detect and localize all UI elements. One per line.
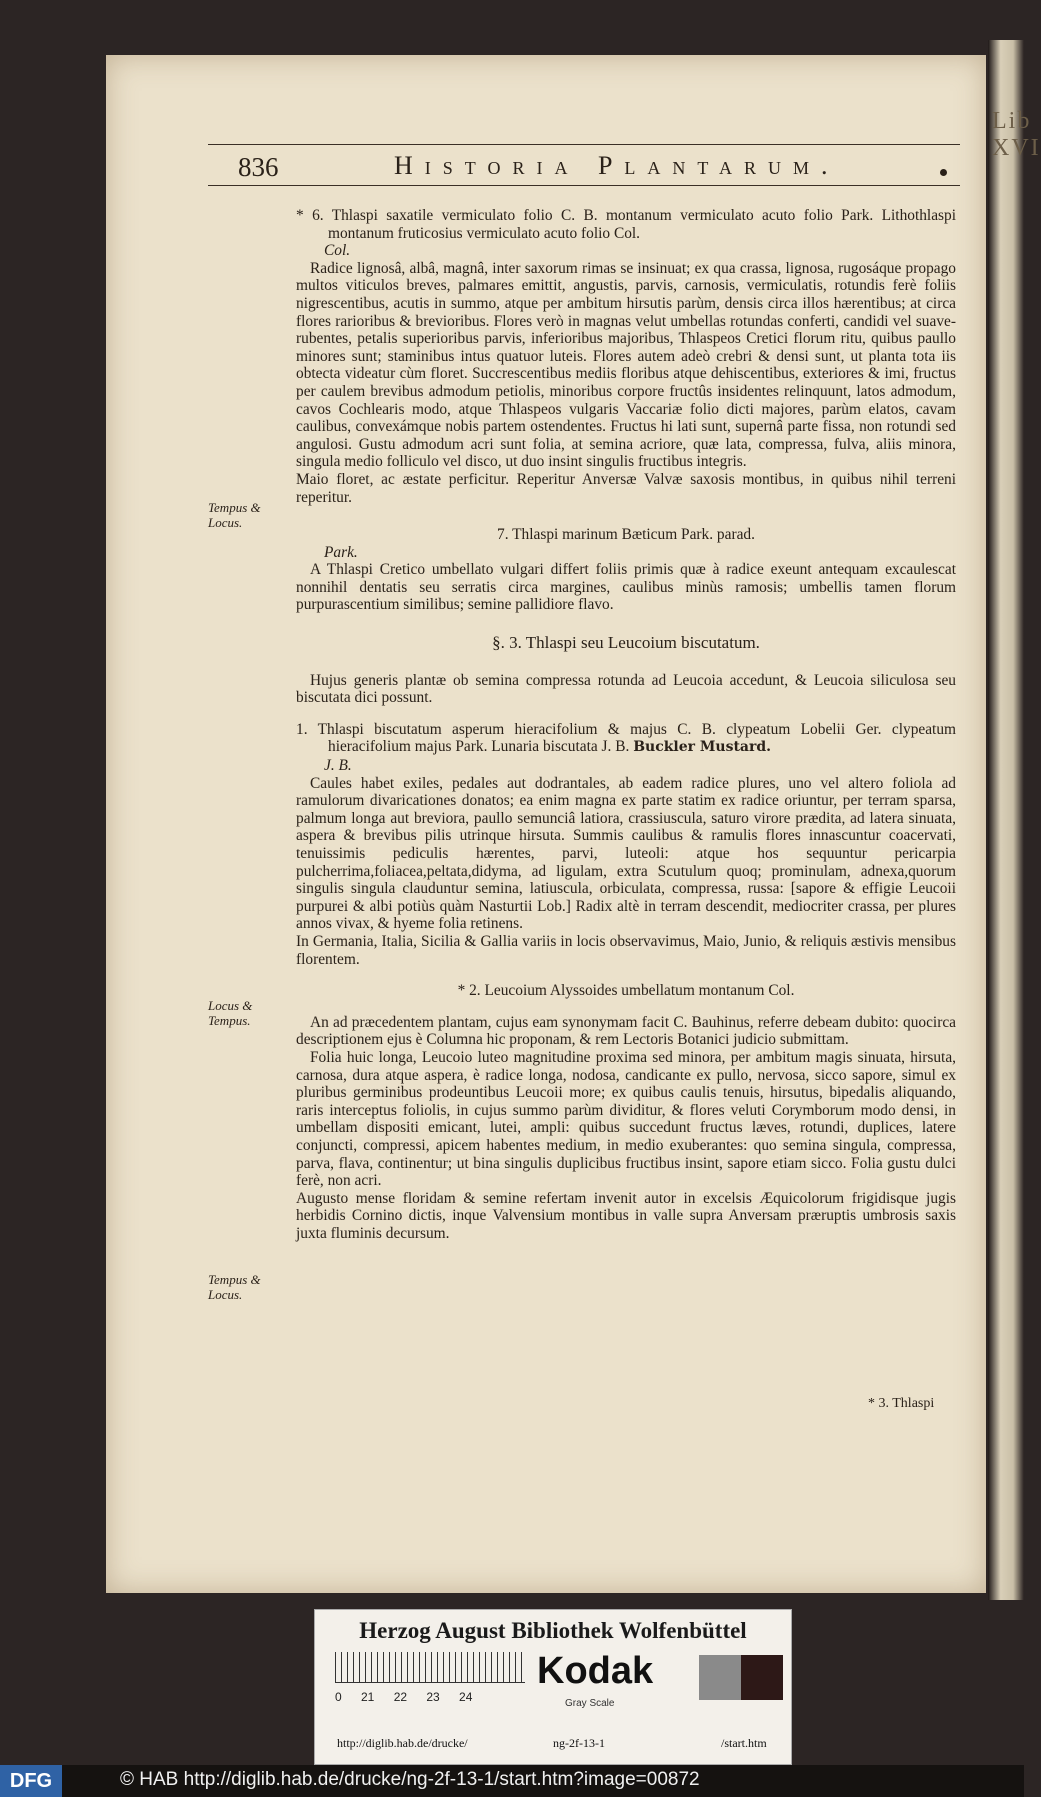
kodak-logo: Kodak: [537, 1650, 654, 1692]
page-header: [208, 148, 960, 184]
entry-2-paragraph-2: Folia huic longa, Leucoio luteo magnitudine proxima sed minora, per ambitum magis sinuata, hirsuta, carnosa, dura atque aspera, è radice longa, nodosa, candicante ex pullo, nervosa, sicco sapore, simul ex pluribus germinibus prodeuntibus Leucoii more; ex quibus caulis tenuis, hirsutus, bipedalis aliquando, raris interceptus foliolis, in cujus summo parùm dividitur, & flores veluti Corymborum modo densi, in umbellam dispositi emicant, lutei, ampli: quibus succedunt fructus læves, rotundi, duplices, latere conjuncti, compressi, apicem habentes medium, in medio exuberantes: quo semina singula, compressa, parva, flava, continentur; ut bina singulis duplicibus fructibus insint, sapore etiam sicco. Folia gustu dulci ferè, non acri.: [296, 1048, 956, 1190]
margin-note-tempus-locus: Tempus & Locus.: [208, 500, 261, 530]
copyright-link[interactable]: © HAB http://diglib.hab.de/drucke/ng-2f-13-1/start.htm?image=00872: [120, 1769, 700, 1790]
entry-1-description: Caules habet exiles, pedales aut dodrantales, ab eadem radice plures, uno vel altero foliola ad ramulorum divaricationes donatos; ea enim magna ex parte statim ex radice oriuntur, per terram sparsa, palmum longa aut breviora, paullo semunciâ latiora, crassiuscula, saturo virore prædita, ad latera sinuata, aspera & brevibus pilis utrinque hirsuta. Summis caulibus & ramulis flores innascuntur coacervati, tenuissimis pediculis hærentes, parvi, luteoli: atque hos sequuntur pericarpia pulcherrima,foliacea,peltata,didyma, ad ligulam, extra Scutulum quoq; prominulam, adnexa,quorum singulis singula clauduntur semina, latiuscula, orbiculata, compressa, russa: [sapore & effigie Leucoii purpurei & albi potiùs quàm Nasturtii Lob.] Radix altè in terram descendit, mediocriter crassa, per plures annos vivax, & hyeme folia retinens.: [296, 774, 956, 933]
running-title: Historia Plantarum.: [394, 151, 840, 180]
card-url-base: http://diglib.hab.de/drucke/: [337, 1736, 468, 1750]
library-color-card: [314, 1609, 792, 1765]
margin-note-tempus-locus-2: Tempus & Locus.: [208, 1272, 261, 1302]
entry-2-heading: * 2. Leucoium Alyssoides umbellatum montanum Col.: [457, 982, 795, 1000]
entry-1-names: 1. Thlaspi biscutatum asperum hieracifolium & majus C. B. clypeatum Lobelii Ger. clypeatum hieracifolium majus Park. Lunaria biscutata J. B.: [296, 720, 956, 756]
gray-swatch: [699, 1655, 741, 1700]
entry-7-heading: 7. Thlaspi marinum Bæticum Park. parad.: [497, 526, 755, 544]
entry-6-heading: * 6. Thlaspi saxatile vermiculato folio C. B. montanum vermiculato acuto folio Park. Lithothlaspi montanum fruticosius vermiculato acuto folio Col.: [296, 207, 956, 242]
entry-2-locus: Augusto mense floridam & semine refertam invenit autor in excelsis Æquicolorum frigidisque jugis herbidis Cornino dictis, inque Valvensium montibus in valle supra Anversam præruptis umbrosis saxis juxta fluminis decursum.: [296, 1189, 956, 1242]
dfg-logo: DFG: [0, 1765, 62, 1797]
section-intro: Hujus generis plantæ ob semina compressa rotunda ad Leucoia accedunt, & Leucoia siliculosa seu biscutata dici possunt.: [296, 671, 956, 707]
scale-ruler: [335, 1652, 525, 1683]
dark-swatch: [741, 1655, 783, 1700]
page-text: [296, 207, 956, 1242]
ruler-numbers: 0 21 22 23 24: [335, 1690, 473, 1704]
card-url-id: ng-2f-13-1: [553, 1736, 605, 1750]
entry-1-author: J. B.: [324, 757, 352, 775]
header-rule-bottom: [208, 185, 960, 186]
entry-7-description: A Thlaspi Cretico umbellato vulgari differt foliis primis quæ à radice exeunt antequam excaulescat nonnihil dentatis seu serratis circa margines, caulibus minùs ramosis; umbellis tamen florum purpurascentium similibus; semine pallidiore flavo.: [296, 561, 956, 614]
margin-note-locus-tempus: Locus & Tempus.: [208, 998, 253, 1028]
entry-2-paragraph-1: An ad præcedentem plantam, cujus eam synonymam facit C. Bauhinus, referre debeam dubito: quocirca descriptionem ejus è Columna hic proponam, & rem Lectoris Botanici judicio submittam.: [296, 1013, 956, 1049]
book-edge: [988, 40, 1024, 1600]
entry-7-author: Park.: [324, 543, 358, 561]
page-number: 836: [238, 152, 279, 182]
section-heading: §. 3. Thlaspi seu Leucoium biscutatum.: [492, 633, 760, 653]
entry-1-english-name: Buckler Mustard.: [633, 739, 772, 756]
header-rule-top: [208, 144, 960, 145]
ornament-dot: [940, 169, 947, 176]
adjacent-page-fragment: Lib XVI: [992, 108, 1041, 161]
catchword: * 3. Thlaspi: [868, 1396, 935, 1411]
entry-1-locus: In Germania, Italia, Sicilia & Gallia variis in locis observavimus, Maio, Junio, & reliquis æstivis mensibus florentem.: [296, 932, 956, 968]
entry-6-description: Radice lignosâ, albâ, magnâ, inter saxorum rimas se insinuat; ex qua crassa, lignosa, rugosáque propago multos viticulos breves, palmares emittit, angustis, parvis, carnosis, vermiculatis, rotundis ferè foliis nigrescentibus, acutis in summo, atque per ambitum hirsutis parùm, densis circa illos hærentibus; at circa flores rarioribus & brevioribus. Flores verò in magnas velut umbellas rotundas conferti, candidi vel suave-rubentes, petalis superioribus parvis, inferioribus majoribus, Thlaspeos Cretici florum ritu, quibus paullo minores sunt; staminibus intus quatuor luteis. Flores autem adeò crebri & densi sunt, ut planta tota iis obtecta videatur cùm floret. Succrescentibus mediis floribus atque dehiscentibus, exteriores & imi, fructus per caulem brevibus admodum petiolis, minoribus corpore fructûs insidentes relinquunt, latos admodum, cavos Cochlearis modo, atque Thlaspeos vulgaris Vaccariæ folio dicti majores, parùm elatos, cavam caulibus, convexámque nobis partem ostendentes. Fructus hi lati sunt, supernâ parte fissa, non rotundi sed angulosi. Gustu admodum acri sunt folia, at semina acriore, quæ lata, compressa, fulva, aliis minora, singula medio folliculo vel disco, ut duo insint singulis fructibus integris.: [296, 259, 956, 471]
entry-6-author: Col.: [324, 242, 351, 260]
card-url-file: /start.htm: [721, 1736, 767, 1750]
gray-scale-label: Gray Scale: [565, 1698, 615, 1709]
library-name: Herzog August Bibliothek Wolfenbüttel: [359, 1618, 747, 1643]
entry-6-locus: Maio floret, ac æstate perficitur. Reperitur Anversæ Valvæ saxosis montibus, in quibus nihil terreni reperitur.: [296, 470, 956, 506]
entry-1-heading: [296, 721, 956, 757]
